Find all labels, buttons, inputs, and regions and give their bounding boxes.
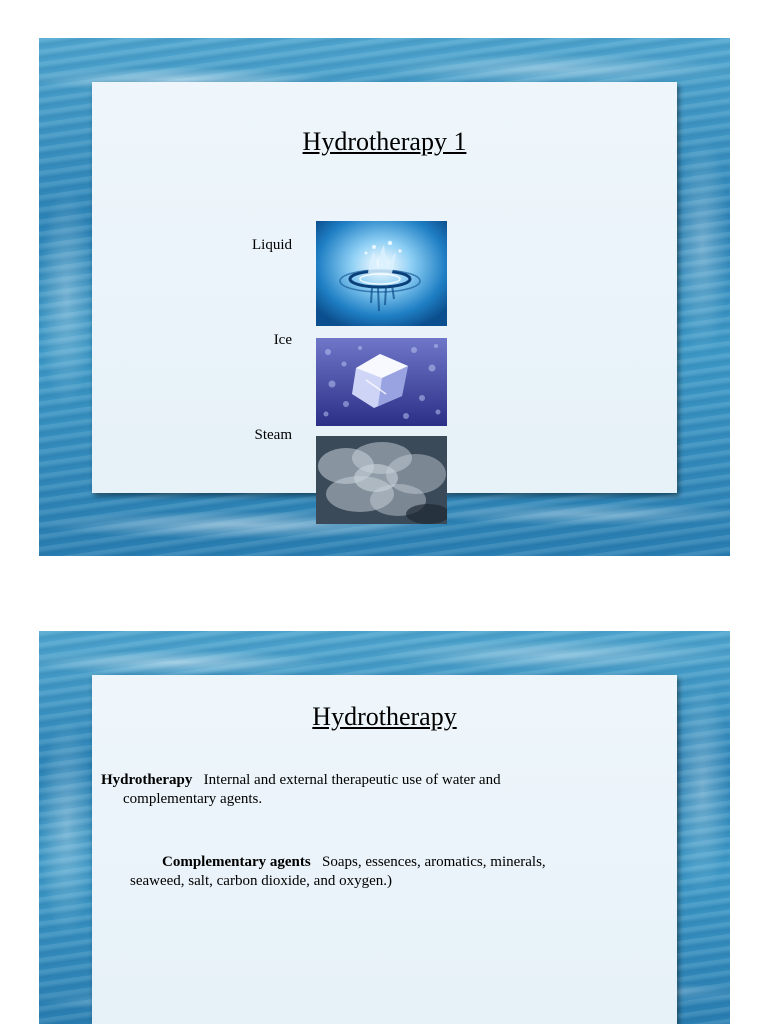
slide-title: Hydrotherapy 1 xyxy=(302,127,467,156)
ice-label: Ice xyxy=(273,332,292,348)
slide-content-panel xyxy=(92,675,677,1024)
steam-label: Steam xyxy=(254,427,292,443)
definition-text-cont: complementary agents. xyxy=(123,791,263,807)
slide-hydrotherapy-1 xyxy=(39,38,730,556)
slide-content-panel xyxy=(92,82,677,493)
ice-cube-image xyxy=(316,338,447,426)
definition-text: Soaps, essences, aromatics, minerals, xyxy=(321,854,546,870)
steam-image xyxy=(316,436,447,524)
definition-text-cont: seaweed, salt, carbon dioxide, and oxygen.) xyxy=(130,873,392,889)
definition-complementary-agents xyxy=(130,853,670,891)
definition-hydrotherapy xyxy=(101,771,661,809)
definition-text: Internal and external therapeutic use of water and xyxy=(203,772,501,788)
water-splash-image xyxy=(316,221,447,326)
liquid-label: Liquid xyxy=(252,237,292,253)
slide-title: Hydrotherapy xyxy=(312,702,457,731)
slide-hydrotherapy xyxy=(39,631,730,1024)
definition-term: Hydrotherapy xyxy=(101,772,193,788)
definition-term: Complementary agents xyxy=(162,854,311,870)
